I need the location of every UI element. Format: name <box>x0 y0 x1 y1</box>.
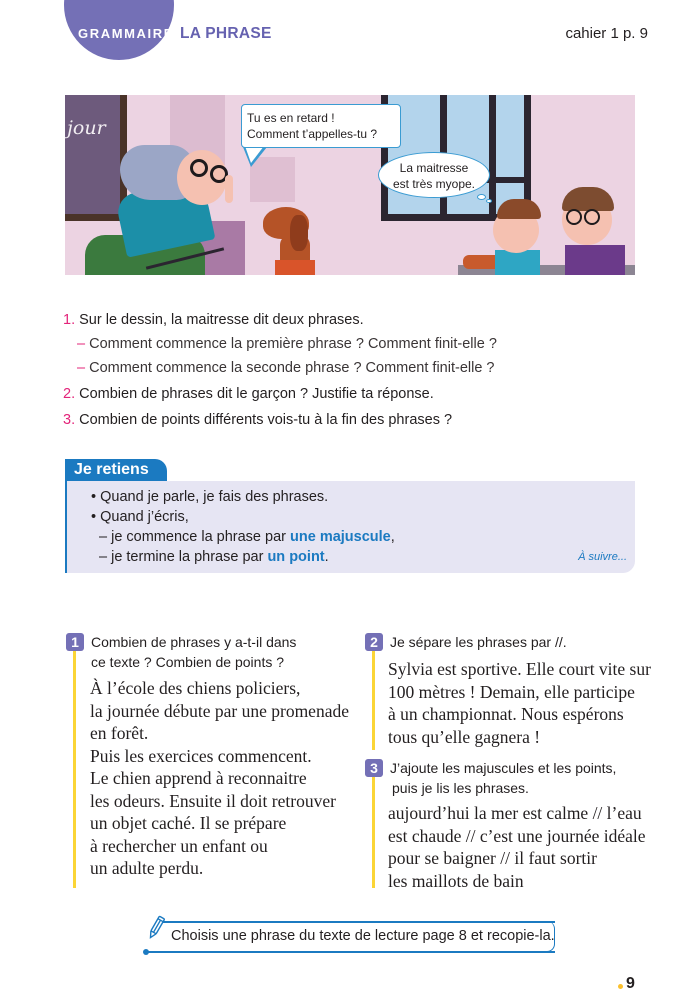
boy-with-glasses <box>565 245 625 275</box>
question-3: 3. Combien de points différents vois-tu à la fin des phrases ? <box>63 412 453 428</box>
classroom-illustration <box>65 95 635 275</box>
exercise-1-bar <box>73 648 76 888</box>
workbook-reference: cahier 1 p. 9 <box>565 25 648 42</box>
exercise-3-number: 3 <box>365 759 383 777</box>
exercise-2-text: Sylvia est sportive. Elle court vite sur 100 mètres ! Demain, elle participe à un championnat. Nous espérons tous qu’elle gagnera ! <box>388 659 651 747</box>
question-1-sub-2: – Comment commence la seconde phrase ? Comment finit-elle ? <box>77 360 495 376</box>
exercise-3-text: aujourd’hui la mer est calme // l’eau est chaude // c’est une journée idéale pour se baigner // il faut sortir les maillots de bain <box>388 803 646 891</box>
thought-bubble: La maitresse est très myope. <box>378 152 490 198</box>
boy <box>495 250 540 275</box>
pencil-icon <box>146 915 166 941</box>
question-2: 2. Combien de phrases dit le garçon ? Justifie ta réponse. <box>63 386 434 402</box>
keyword-majuscule: une majuscule <box>290 529 391 545</box>
page-number: 9 <box>626 975 635 992</box>
exercise-1-number: 1 <box>66 633 84 651</box>
section-label: GRAMMAIRE <box>78 26 175 41</box>
exercise-3-instruction: J’ajoute les majuscules et les points, puis je lis les phrases. <box>390 760 617 796</box>
exercise-1-text: À l’école des chiens policiers, la journée débute par une promenade en forêt. Puis les exercices commencent. Le chien apprend à reconnaitre les odeurs. Ensuite il doit retrouver un objet caché. Il se prépare à rechercher un enfant ou un adulte perdu. <box>90 678 349 878</box>
lesson-title: LA PHRASE <box>180 25 272 42</box>
questions-list <box>63 308 497 432</box>
page-dot <box>618 984 623 989</box>
exercise-2-instruction: Je sépare les phrases par //. <box>390 634 567 650</box>
exercise-3-bar <box>372 775 375 888</box>
continued-note: À suivre... <box>578 551 627 563</box>
exercise-2-bar <box>372 650 375 750</box>
chalkboard <box>65 95 127 221</box>
writing-task-text: Choisis une phrase du texte de lecture page 8 et recopie-la. <box>171 928 555 944</box>
exercise-2-number: 2 <box>365 633 383 651</box>
question-1-sub-1: – Comment commence la première phrase ? Comment finit-elle ? <box>77 336 497 352</box>
speech-bubble: Tu es en retard ! Comment t’appelles-tu ? <box>241 104 401 148</box>
question-1: 1. Sur le dessin, la maitresse dit deux phrases. <box>63 312 364 328</box>
retiens-box: • Quand je parle, je fais des phrases. • Quand j’écris, – je commence la phrase par une majuscule, – je termine la phrase par un point. À suivre... <box>65 481 635 573</box>
exercise-1-instruction: Combien de phrases y a-t-il dans ce texte ? Combien de points ? <box>91 634 297 670</box>
chalkboard-word: jour <box>67 117 106 139</box>
keyword-point: un point <box>267 549 325 565</box>
retiens-title: Je retiens <box>65 459 167 483</box>
